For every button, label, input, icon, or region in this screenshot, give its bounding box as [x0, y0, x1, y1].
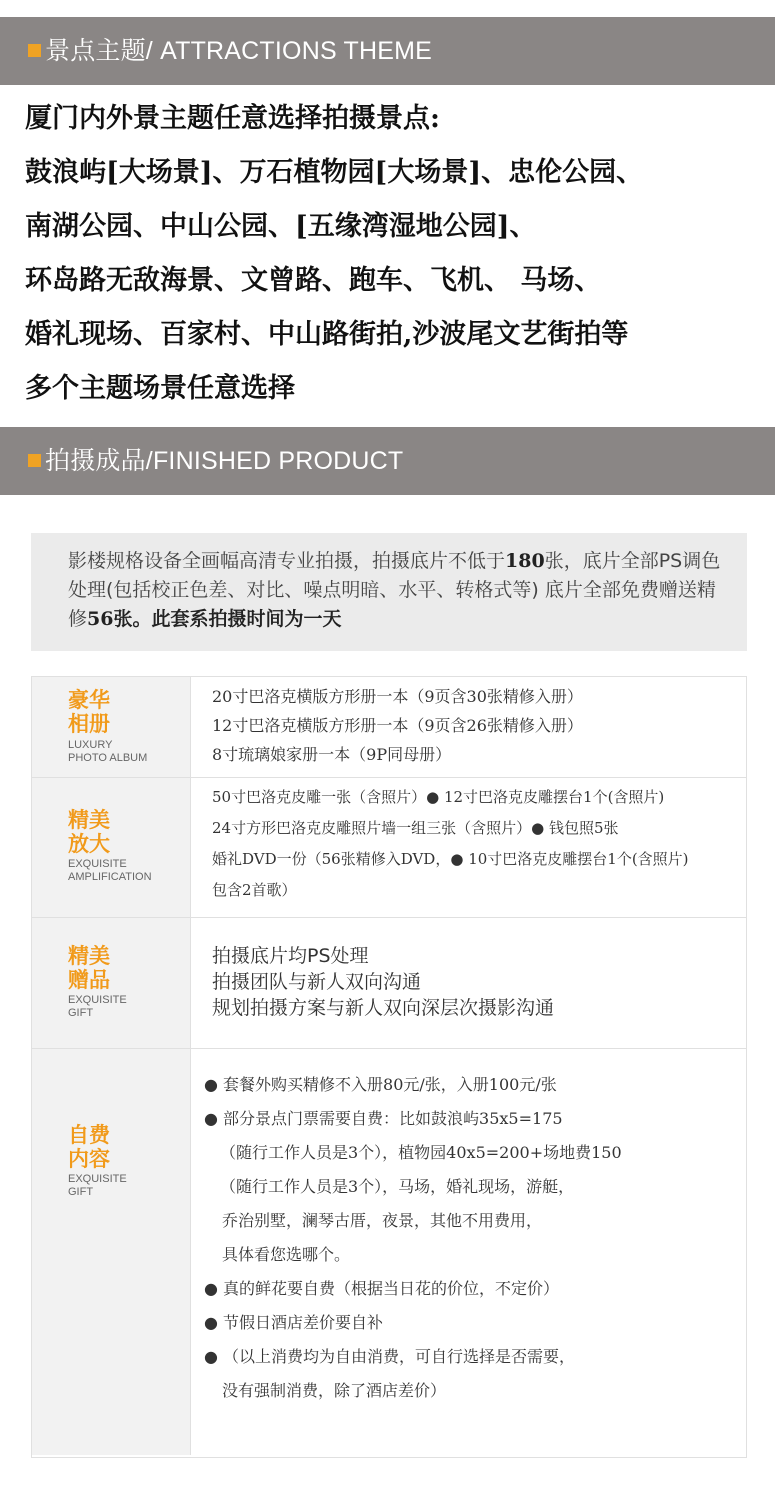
package-table [31, 676, 747, 1458]
content-line: 50寸巴洛克皮雕一张（含照片）● 12寸巴洛克皮雕摆台1个(含照片) [212, 788, 665, 806]
row-label-zh-2: 赠品 [68, 968, 110, 992]
row-content [204, 1068, 742, 1408]
content-line: 24寸方形巴洛克皮雕照片墙一组三张（含照片）● 钱包照5张 [212, 819, 619, 837]
content-line: （随行工作人员是3个），马场，婚礼现场，游艇， [220, 1177, 575, 1196]
content-line: 规划拍摄方案与新人双向深层次摄影沟通 [212, 997, 555, 1019]
content-line: ● 真的鲜花要自费（根据当日花的价位，不定价） [204, 1279, 560, 1298]
attractions-line: 多个主题场景任意选择 [25, 373, 295, 404]
table-row-exquisite-amplification [32, 778, 746, 918]
content-line: 没有强制消费，除了酒店差价） [222, 1381, 447, 1400]
table-row-self-paid [32, 1049, 746, 1455]
intro-part-1: 影楼规格设备全画幅高清专业拍摄，拍摄底片不低于 [68, 550, 506, 572]
content-line: 8寸琉璃娘家册一本（9P同母册） [212, 745, 452, 764]
intro-negative-count: 180 [505, 550, 545, 572]
attractions-line: 环岛路无敌海景、文曾路、跑车、飞机、 马场、 [25, 265, 602, 296]
content-line: 具体看您选哪个。 [222, 1245, 351, 1264]
finished-product-title: 拍摄成品/FINISHED PRODUCT [45, 447, 404, 475]
finished-product-title-wrap [28, 449, 403, 474]
row-label-en-2: GIFT [68, 1007, 94, 1019]
row-label-zh-2: 相册 [68, 712, 110, 736]
row-label-en-2: PHOTO ALBUM [68, 752, 148, 764]
content-line: ● 套餐外购买精修不入册80元/张，入册100元/张 [204, 1075, 557, 1094]
table-row-luxury-album [32, 677, 746, 778]
attractions-theme-header [0, 17, 775, 85]
bullet-square-icon [28, 44, 41, 57]
content-line: 12寸巴洛克横版方形册一本（9页含26张精修入册） [212, 716, 583, 735]
intro-text [68, 547, 728, 634]
row-label [32, 1049, 191, 1455]
row-label-zh-1: 精美 [68, 944, 110, 968]
row-label-zh-2: 放大 [68, 832, 110, 856]
attractions-line: 厦门内外景主题任意选择拍摄景点: [25, 103, 440, 134]
intro-part-2: 张，底片全部PS调色处理(包括校正色差、对比、噪点明暗、水平、转格式等) 底片全部免费赠送精修 [68, 550, 721, 630]
content-line: 20寸巴洛克横版方形册一本（9页含30张精修入册） [212, 687, 583, 706]
intro-part-3: 张。此套系拍摄时间为一天 [113, 608, 342, 630]
row-label [32, 918, 191, 1048]
row-content [212, 943, 742, 1021]
content-line: ● （以上消费均为自由消费，可自行选择是否需要， [204, 1347, 576, 1366]
row-content [212, 682, 742, 769]
row-label-en-1: EXQUISITE [68, 994, 127, 1006]
content-line: 乔治别墅，澜琴古厝，夜景，其他不用费用， [222, 1211, 543, 1230]
finished-product-header [0, 427, 775, 495]
content-line: 拍摄底片均PS处理 [212, 945, 369, 967]
attractions-line: 婚礼现场、百家村、中山路街拍,沙波尾文艺街拍等 [25, 319, 629, 350]
content-line: 婚礼DVD一份（56张精修入DVD，● 10寸巴洛克皮雕摆台1个(含照片) [212, 850, 689, 868]
attractions-line: 南湖公园、中山公园、[五缘湾湿地公园]、 [25, 211, 537, 242]
row-label-zh-1: 豪华 [68, 688, 110, 712]
row-label-en-1: EXQUISITE [68, 1173, 127, 1185]
row-label-en-2: AMPLIFICATION [68, 871, 152, 883]
attractions-theme-title-wrap [28, 39, 432, 64]
intro-retouch-count: 56 [87, 608, 114, 630]
row-label [32, 778, 191, 917]
row-label-zh-1: 自费 [68, 1123, 110, 1147]
content-line: ● 节假日酒店差价要自补 [204, 1313, 384, 1332]
bullet-square-icon [28, 454, 41, 467]
row-label-en-2: GIFT [68, 1186, 94, 1198]
row-content [212, 782, 742, 906]
table-row-exquisite-gift [32, 918, 746, 1049]
row-label-en-1: EXQUISITE [68, 858, 127, 870]
intro-box [31, 533, 747, 651]
row-label [32, 677, 191, 777]
row-label-zh-2: 内容 [68, 1147, 110, 1171]
attractions-theme-title: 景点主题/ ATTRACTIONS THEME [45, 37, 433, 65]
content-line: ● 部分景点门票需要自费：比如鼓浪屿35x5=175 [204, 1109, 563, 1128]
row-label-zh-1: 精美 [68, 808, 110, 832]
content-line: （随行工作人员是3个），植物园40x5=200+场地费150 [220, 1143, 622, 1162]
content-line: 包含2首歌） [212, 881, 297, 899]
content-line: 拍摄团队与新人双向沟通 [212, 971, 422, 993]
attractions-line: 鼓浪屿[大场景]、万石植物园[大场景]、忠伦公园、 [25, 157, 644, 188]
row-label-en-1: LUXURY [68, 739, 113, 751]
attractions-list [25, 92, 770, 416]
